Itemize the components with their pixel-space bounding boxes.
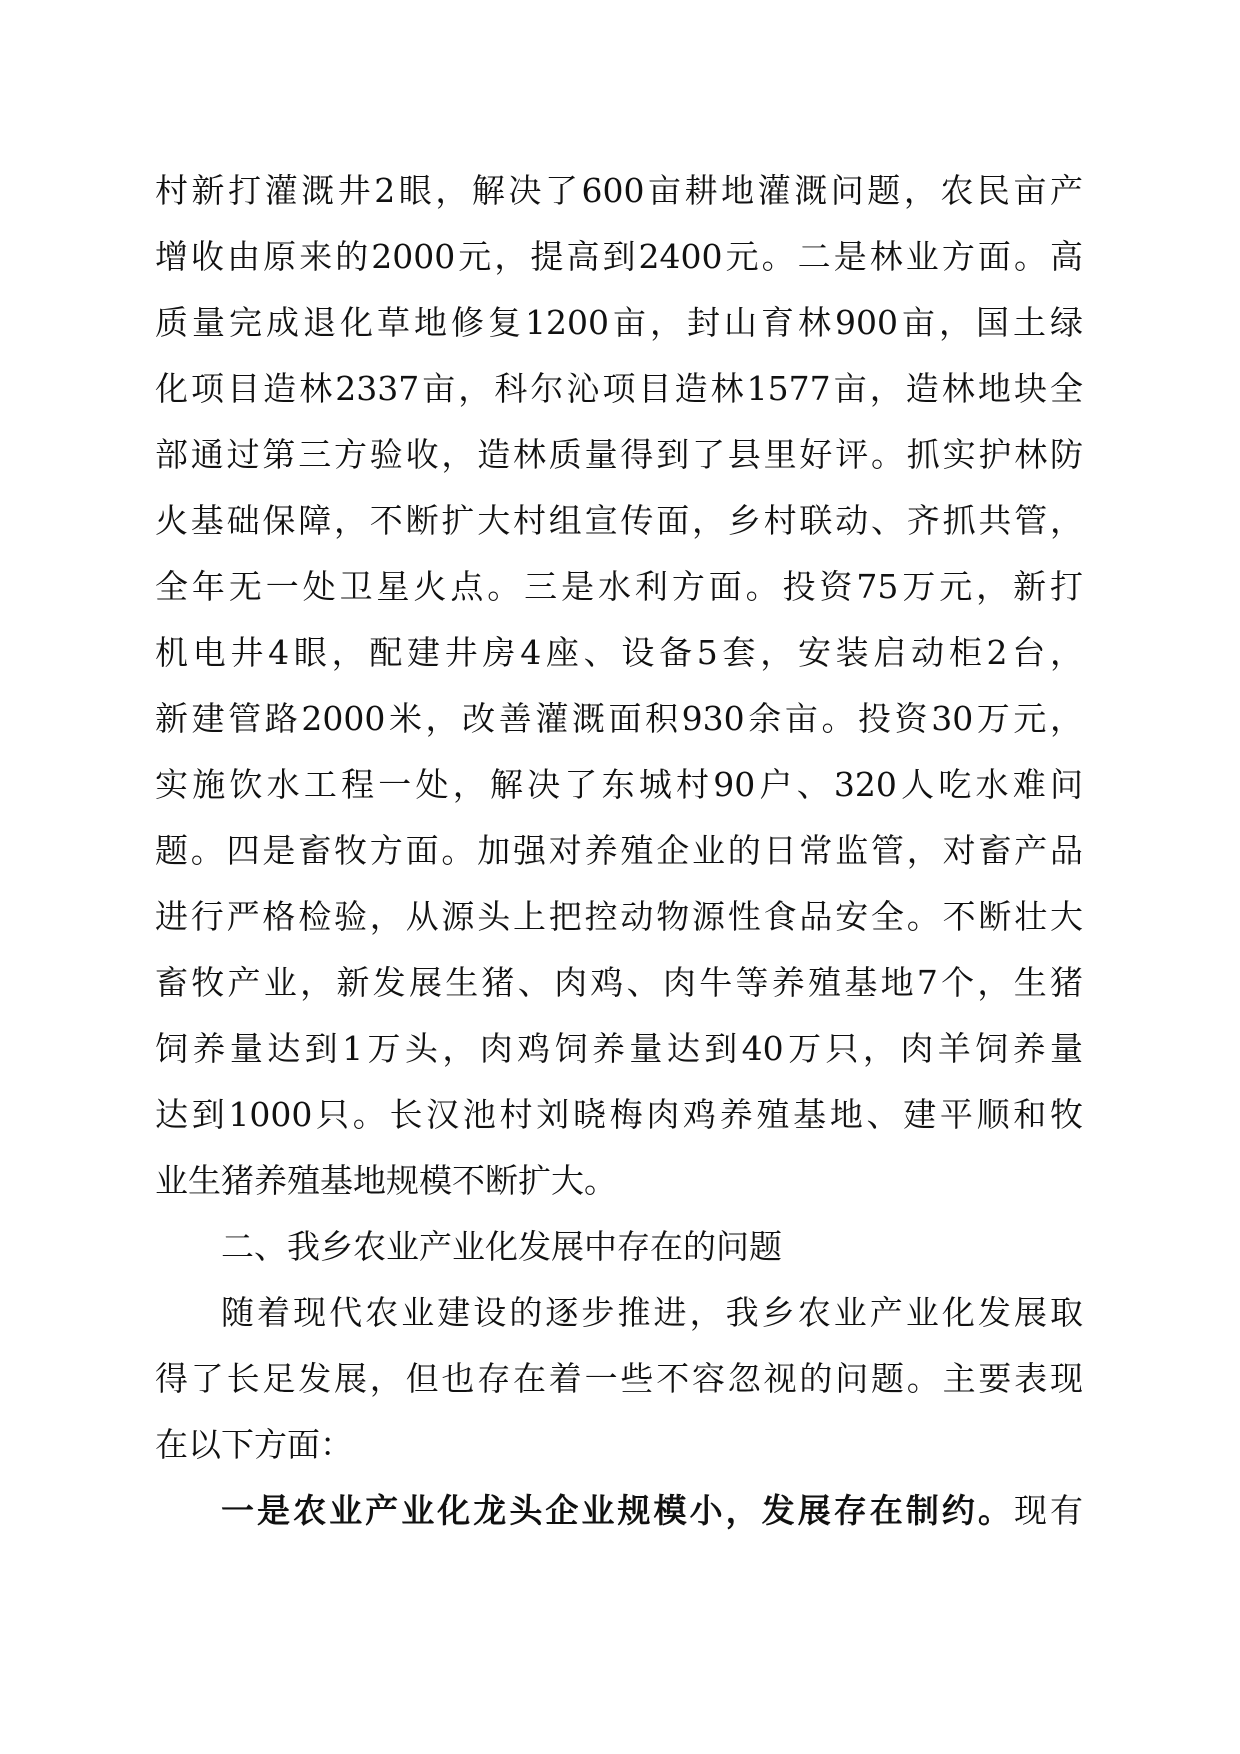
paragraph-problems-intro: [155, 1280, 1083, 1478]
text-line: 题。四是畜牧方面。加强对养殖企业的日常监管，对畜产品: [155, 831, 1083, 870]
text-line: 随着现代农业建设的逐步推进，我乡农业产业化发展取: [221, 1293, 1083, 1332]
text-line: 质量完成退化草地修复1200亩，封山育林900亩，国土绿: [155, 303, 1083, 342]
document-page: [155, 158, 1083, 1544]
text-line: 进行严格检验，从源头上把控动物源性食品安全。不断壮大: [155, 897, 1083, 936]
bold-lead-sentence: 一是农业产业化龙头企业规模小，发展存在制约。: [221, 1491, 1014, 1530]
text-line: 增收由原来的2000元，提高到2400元。二是林业方面。高: [155, 237, 1083, 276]
text-line: 机电井4眼，配建井房4座、设备5套，安装启动柜2台，: [155, 633, 1083, 672]
text-line: 实施饮水工程一处，解决了东城村90户、320人吃水难问: [155, 765, 1083, 804]
text-line: 畜牧产业，新发展生猪、肉鸡、肉牛等养殖基地7个，生猪: [155, 963, 1083, 1002]
text-line: 饲养量达到1万头，肉鸡饲养量达到40万只，肉羊饲养量: [155, 1029, 1083, 1068]
text-line: 村新打灌溉井2眼，解决了600亩耕地灌溉问题，农民亩产: [155, 171, 1083, 210]
paragraph-problem-one: [155, 1478, 1083, 1544]
text-line: 得了长足发展，但也存在着一些不容忽视的问题。主要表现: [155, 1359, 1083, 1398]
text-line: 新建管路2000米，改善灌溉面积930余亩。投资30万元，: [155, 699, 1083, 738]
text-line: 全年无一处卫星火点。三是水利方面。投资75万元，新打: [155, 567, 1083, 606]
paragraph-livestock-forestry-water: [155, 158, 1083, 1214]
section-heading: 二、我乡农业产业化发展中存在的问题: [221, 1227, 782, 1266]
text-line: 达到1000只。长汉池村刘晓梅肉鸡养殖基地、建平顺和牧: [155, 1095, 1083, 1134]
paragraph-tail: 现有: [1013, 1491, 1084, 1530]
text-line: 在以下方面：: [155, 1425, 353, 1464]
text-line: 部通过第三方验收，造林质量得到了县里好评。抓实护林防: [155, 435, 1083, 474]
text-line: 化项目造林2337亩，科尔沁项目造林1577亩，造林地块全: [155, 369, 1083, 408]
text-line: 火基础保障，不断扩大村组宣传面，乡村联动、齐抓共管，: [155, 501, 1083, 540]
text-line: 业生猪养殖基地规模不断扩大。: [155, 1161, 617, 1200]
